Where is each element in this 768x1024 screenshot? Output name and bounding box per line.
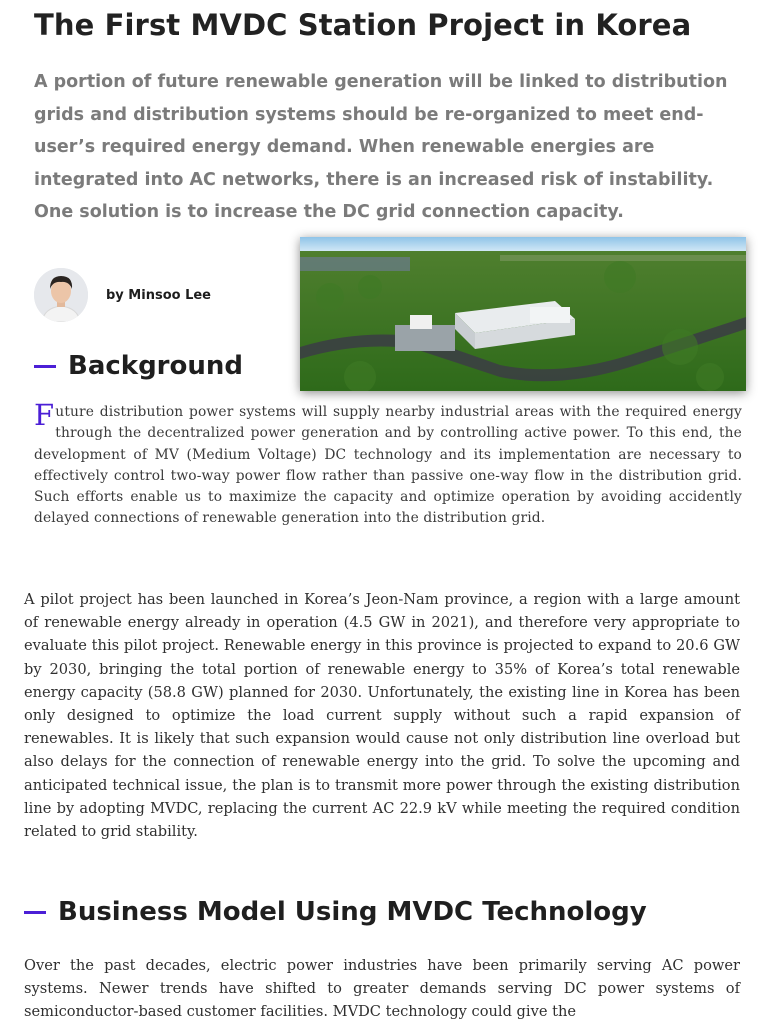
business-model-paragraph-1: Over the past decades, electric power industries have been primarily serving AC power systems. Newer trends have shifted to greater demands serving DC power systems of semiconductor-based customer facilities. MVDC technology could give the (24, 957, 740, 1021)
author-block (34, 268, 211, 322)
dash-icon (34, 365, 56, 368)
business-model-heading (24, 897, 647, 927)
drop-cap: F (34, 398, 55, 432)
background-heading (34, 351, 243, 381)
dash-icon (24, 911, 46, 914)
background-paragraph-1-text: uture distribution power systems will supply nearby industrial areas with the required energy through the decentralized power generation and by controlling active power. To this end, the development of MV (Medium Voltage) DC technology and its implementation are necessary to effectively control two-way power flow rather than passive one-way flow in the distribution grid. Such efforts enable us to maximize the capacity and optimize operation by avoiding accidently delayed connections of renewable generation into the distribution grid. (34, 404, 742, 527)
background-paragraph-2: A pilot project has been launched in Korea’s Jeon-Nam province, a region with a large amount of renewable energy already in operation (4.5 GW in 2021), and therefore very appropriate to evaluate this pilot project. Renewable energy in this province is projected to expand to 20.6 GW by 2030, bringing the total portion of renewable energy to 35% of Korea’s total renewable energy capacity (58.8 GW) planned for 2030. Unfortunately, the existing line in Korea has been only designed to optimize the load current supply without such a rapid expansion of renewables. It is likely that such expansion would cause not only distribution line overload but also delays for the connection of renewable energy into the grid. To solve the upcoming and anticipated technical issue, the plan is to transmit more power through the existing distribution line by adopting MVDC, replacing the current AC 22.9 kV while meeting the required condition related to grid stability. (24, 591, 740, 841)
author-byline: by Minsoo Lee (106, 287, 211, 303)
author-avatar (34, 268, 88, 322)
background-paragraph-1 (34, 398, 742, 530)
background-heading-text: Background (68, 351, 243, 381)
hero-image (300, 237, 746, 391)
article-title: The First MVDC Station Project in Korea (34, 8, 692, 42)
article-lead: A portion of future renewable generation will be linked to distribution grids and distribution systems should be re-organized to meet end-user’s required energy demand. When renewable energies are integrated into AC networks, there is an increased risk of instability. One solution is to increase the DC grid connection capacity. (34, 72, 728, 222)
business-model-heading-text: Business Model Using MVDC Technology (58, 897, 647, 927)
